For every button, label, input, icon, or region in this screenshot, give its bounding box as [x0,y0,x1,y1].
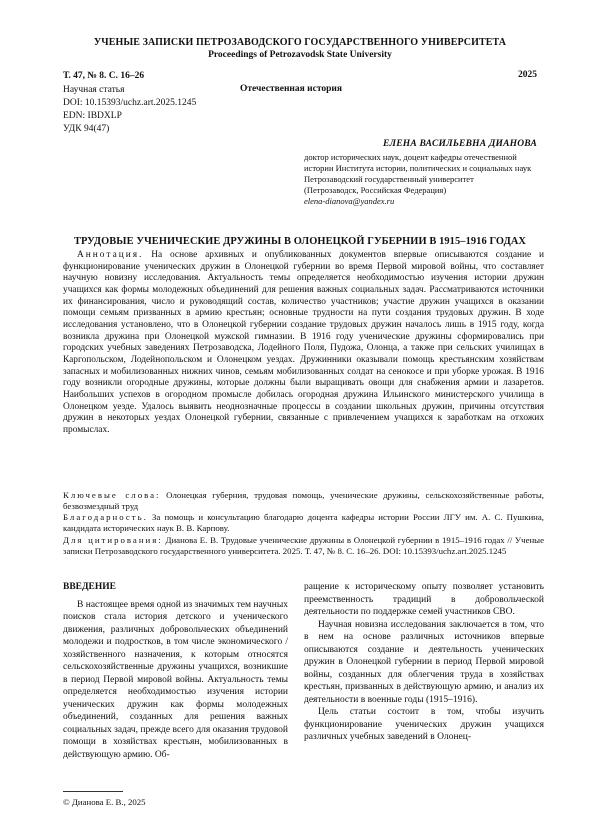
body-column-right [304,581,544,744]
keywords [63,490,544,511]
udk: УДК 94(47) [63,124,110,134]
body-column-left [63,581,288,761]
section-heading-intro: ВВЕДЕНИЕ [63,582,116,592]
abstract [63,250,544,437]
intro-paragraph: В настоящее время одной из значимых тем научных поисков стала история детского и ученического движения, различных добровольческих объединений молодежи и подростков, в том числе экономического / хозяйственного назначения, к которым относятся сельскохозяйственные дружины учащихся, возникшие в период Первой мировой войны. Актуальность темы определяется необходимостью изучения истории ученических дружин как формы молодежных объединений, созданных для решения важных социальных задач, прежде всего для оказания трудовой помощи в хозяйствах крестьян, мобилизованных в действующую армию. Об- [63,599,288,760]
doi: DOI: 10.15393/uchz.art.2025.1245 [63,98,197,108]
affiliation-position: доктор исторических наук, доцент кафедры отечественной истории Института истории, политических и социальных наук [304,152,532,173]
continued-paragraph: ращение к историческому опыту позволяет установить преемственность традиций в добровольческой деятельности по поддержке семей участников СВО. [304,582,544,617]
issue-year: 2025 [518,70,537,80]
novelty-paragraph: Научная новизна исследования заключается в том, что в нем на основе различных источников впервые описываются создание и деятельность ученических дружин в Олонецкой губернии в период Первой мировой войны, созданных для облегчения труда в хозяйствах крестьян, призванных в действующую армию, и анализ их деятельности в военные годы (1915–1916). [304,619,544,705]
acknowledgement-label: Благодарность. [63,512,148,522]
edn: EDN: IBDXLP [63,111,122,121]
acknowledgement-text: За помощь и консультацию благодарю доцента кафедры истории России ЛГУ им. А. С. Пушкина, кандидата исторических наук В. В. Карпову. [63,512,544,533]
keywords-label: Ключевые слова: [63,490,161,500]
citation-label: Для цитирования: [63,535,163,545]
citation-text: Дианова Е. В. Трудовые ученические дружины в Олонецкой губернии в 1915–1916 годах // Ученые записки Петрозаводского государственного университета. 2025. Т. 47, № 8. С. 16–26. DOI: 10.15393/uchz.art.2025.1245 [63,535,544,556]
affiliation-university: Петрозаводский государственный университет [304,174,474,184]
citation [63,535,544,556]
rubric: Отечественная история [240,84,343,94]
author-email[interactable]: elena-dianova@yandex.ru [304,196,395,206]
keywords-text: Олонецкая губерния, трудовая помощь, ученические дружины, сельскохозяйственные работы, безвозмездный труд [63,490,544,511]
journal-title-ru: УЧЕНЫЕ ЗАПИСКИ ПЕТРОЗАВОДСКОГО ГОСУДАРСТВЕННОГО УНИВЕРСИТЕТА [93,37,507,48]
author-affiliation [304,152,544,207]
affiliation-city: (Петрозаводск, Российская Федерация) [304,185,447,195]
volume-pages: Т. 47, № 8. С. 16–26 [63,71,145,81]
copyright: © Дианова Е. В., 2025 [63,797,146,807]
article-type: Научная статья [63,85,125,95]
aim-paragraph: Цель статьи состоит в том, чтобы изучить функционирование ученических дружин учащихся различных учебных заведений в Олонец- [304,707,544,742]
abstract-text: На основе архивных и опубликованных документов впервые описываются создание и функционирование ученических дружин в Олонецкой губернии во время Первой мировой войны, что составляет научную новизну исследования. Актуальность темы определяется необходимостью изучения истории дружин учащихся как формы молодежных объединений для решения важных социальных задач. Рассматриваются источники их финансирования, число и руководящий состав, количество участников; участие дружин учащихся в оказании помощи семьям призванных в армию крестьян; основные трудности на пути создания трудовых дружин. В ходе исследования установлено, что в Олонецкой губернии создание трудовых дружин началось лишь в 1915 году, когда возникла дружина при Олонецкой мужской гимназии. В 1916 году ученические дружины сформировались при городских учебных заведениях Петрозаводска, Лодейного Поля, Пудожа, Олонца, а также при сельских училищах в Каргопольском, Лодейнопольском и Олонецком уездах. Дружинники оказывали помощь крестьянским хозяйствам запасных и мобилизованных нижних чинов, семьям мобилизованных солдат на сенокосе и при уборке урожая. В 1916 году возникли огородные дружины, которые должны были выращивать овощи для снабжения армии и лазаретов. Наибольших успехов в огородном промысле добилась огородная дружина Ильинского министерского училища в Олонецком уезде. Удалось выявить неоднозначные процессы в создании школьных дружин, причины отсутствия дружин в некоторых уездах Олонецкой губернии, связанные с привлечением учащихся к заработкам на отхожих промыслах. [63,250,545,435]
abstract-label: Аннотация. [77,250,144,260]
footnote-divider [63,791,123,792]
acknowledgement [63,512,544,533]
article-title: ТРУДОВЫЕ УЧЕНИЧЕСКИЕ ДРУЖИНЫ В ОЛОНЕЦКОЙ ГУБЕРНИИ В 1915–1916 ГОДАХ [73,236,527,247]
journal-title-en: Proceedings of Petrozavodsk State University [208,50,392,60]
author-name: ЕЛЕНА ВАСИЛЬЕВНА ДИАНОВА [383,139,537,149]
